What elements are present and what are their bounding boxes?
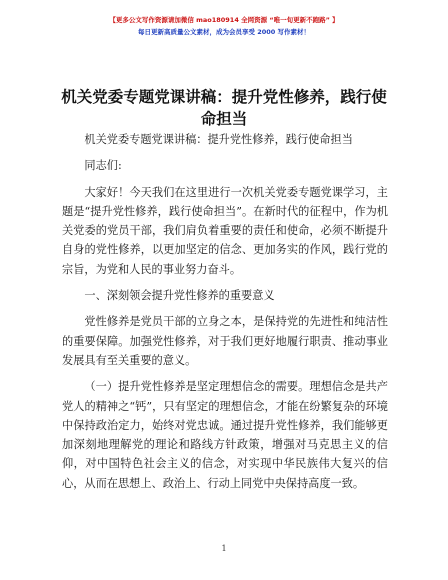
banner-line-2: 每日更新高质量公文素材，成为会员享受 2000 写作素材！ [137, 28, 311, 36]
section-heading: 一、深刻领会提升党性修养的重要意义 [84, 289, 275, 303]
promo-banner [0, 14, 448, 38]
banner-line-1: 【更多公文写作资源请加微信 mao180914 全网资源 “唯一旬更新不跑路” 】 [109, 16, 339, 24]
body-paragraph: 党性修养是党员干部的立身之本，是保持党的先进性和纯洁性的重要保障。加强党性修养，对于我们更好地履行职责、推动事业发展具有至关重要的意义。 [62, 315, 388, 367]
document-title: 机关党委专题党课讲稿：提升党性修养，践行使命担当 [61, 88, 387, 128]
intro-paragraph: 大家好！今天我们在这里进行一次机关党委专题党课学习，主题是“提升党性修养，践行使命担当”。在新时代的征程中，作为机关党委的党员干部，我们肩负着重要的责任和使命，必须不断提升自身的党性修养，以更加坚定的信念、更加务实的作风，践行党的宗旨，为党和人民的事业努力奋斗。 [62, 185, 388, 276]
subtitle-paragraph: 机关党委专题党课讲稿：提升党性修养，践行使命担当 [84, 133, 353, 146]
salutation-paragraph: 同志们: [84, 159, 122, 173]
document-body [62, 130, 388, 500]
page-number: 1 [221, 544, 227, 553]
body-paragraph: （一）提升党性修养是坚定理想信念的需要。理想信念是共产党人的精神之“钙”，只有坚定的理想信念，才能在纷繁复杂的环境中保持政治定力，始终对党忠诚。通过提升党性修养，我们能够更加深刻地理解党的理论和路线方针政策，增强对马克思主义的信仰，对中国特色社会主义的信念，对实现中华民族伟大复兴的信心，从而在思想上、政治上、行动上同党中央保持高度一致。 [62, 380, 388, 490]
